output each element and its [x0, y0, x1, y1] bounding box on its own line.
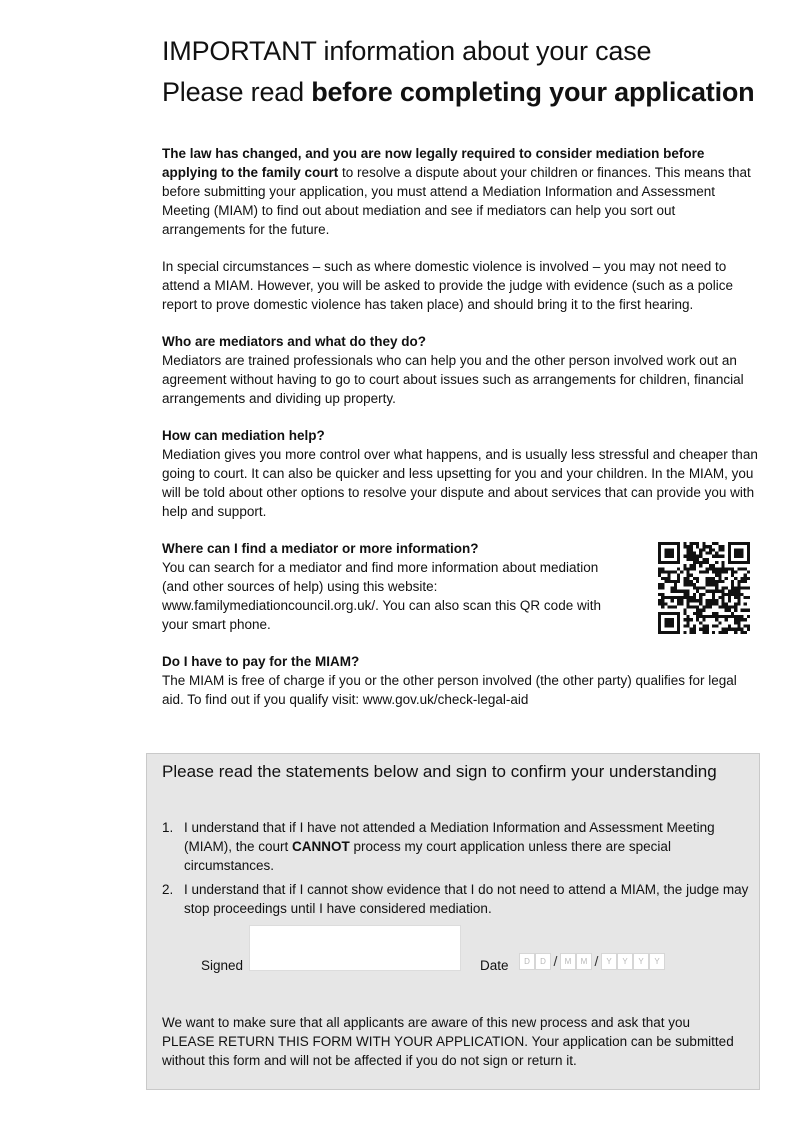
intro-bold: The law has changed, and you are now legally required to consider mediation before applying to the family court	[162, 146, 705, 180]
subtitle-prefix: Please read	[162, 77, 312, 107]
subtitle-emphasis: before completing your application	[311, 77, 755, 107]
how-heading: How can mediation help?	[162, 428, 325, 443]
statement-1-before: I understand that if I have not attended a Mediation Information and Assessment Meeting (MIAM), the court	[184, 820, 715, 854]
date-day-1[interactable]: D	[519, 953, 535, 970]
signature-field[interactable]	[249, 925, 461, 971]
where-heading: Where can I find a mediator or more information?	[162, 541, 479, 556]
statement-2	[162, 880, 752, 918]
date-year-3[interactable]: Y	[633, 953, 649, 970]
who-heading: Who are mediators and what do they do?	[162, 334, 427, 349]
statement-1-bold: CANNOT	[292, 839, 350, 854]
date-day-2[interactable]: D	[535, 953, 551, 970]
date-month-2[interactable]: M	[576, 953, 592, 970]
date-field	[519, 952, 665, 970]
date-year-2[interactable]: Y	[617, 953, 633, 970]
date-year-1[interactable]: Y	[601, 953, 617, 970]
confirmation-box	[146, 753, 760, 1090]
page-subtitle	[162, 77, 754, 108]
date-separator: /	[594, 953, 599, 969]
where-body: You can search for a mediator and find more information about mediation (and other sources of help) using this website: www.familymediationcouncil.org.uk/. You can also scan this QR code with your smart phone.	[162, 560, 601, 632]
date-label: Date	[480, 958, 509, 973]
page-title: IMPORTANT information about your case	[162, 36, 652, 66]
statement-number: 1.	[162, 820, 174, 835]
qr-code-icon[interactable]	[658, 542, 750, 634]
signed-label: Signed	[201, 958, 244, 973]
pay-body: The MIAM is free of charge if you or the other person involved (the other party) qualifies for legal aid. To find out if you qualify visit: www.gov.uk/check-legal-aid	[162, 673, 737, 707]
footer-line-2: PLEASE RETURN THIS FORM WITH YOUR APPLICATION. Your application can be submitted without this form and will not be affected if you do not sign or return it.	[162, 1034, 734, 1068]
confirmation-title: Please read the statements below and sign to confirm your understanding	[162, 762, 717, 781]
intro-text: to resolve a dispute about your children or finances. This means that before submitting your application, you must attend a Mediation Information and Assessment Meeting (MIAM) to find out about mediation and see if mediators can help you sort out arrangements for the future.	[162, 165, 751, 237]
date-separator: /	[553, 953, 558, 969]
pay-heading: Do I have to pay for the MIAM?	[162, 654, 360, 669]
footer-line-1: We want to make sure that all applicants are aware of this new process and ask that you	[162, 1015, 691, 1030]
date-month-1[interactable]: M	[560, 953, 576, 970]
who-body: Mediators are trained professionals who can help you and the other person involved work out an agreement without having to go to court about issues such as arrangements for children, financial arrangements and dividing up property.	[162, 353, 744, 406]
intro-paragraph	[162, 144, 762, 239]
how-body: Mediation gives you more control over what happens, and is usually less stressful and cheaper than going to court. It can also be quicker and less upsetting for you and your children. In the MIAM, you will be told about other options to resolve your dispute and about services that can provide you with help and support.	[162, 447, 758, 519]
footer-note	[162, 1013, 762, 1070]
statement-1-after: process my court application unless there are special circumstances.	[184, 839, 671, 873]
statement-2-text: I understand that if I cannot show evidence that I do not need to attend a MIAM, the judge may stop proceedings until I have considered mediation.	[184, 882, 749, 916]
statement-1	[162, 818, 752, 875]
special-circumstances-paragraph: In special circumstances – such as where domestic violence is involved – you may not need to attend a MIAM. However, you will be asked to provide the judge with evidence (such as a police report to prove domestic violence has taken place) and should bring it to the first hearing.	[162, 259, 734, 312]
statement-number: 2.	[162, 882, 174, 897]
date-year-4[interactable]: Y	[649, 953, 665, 970]
